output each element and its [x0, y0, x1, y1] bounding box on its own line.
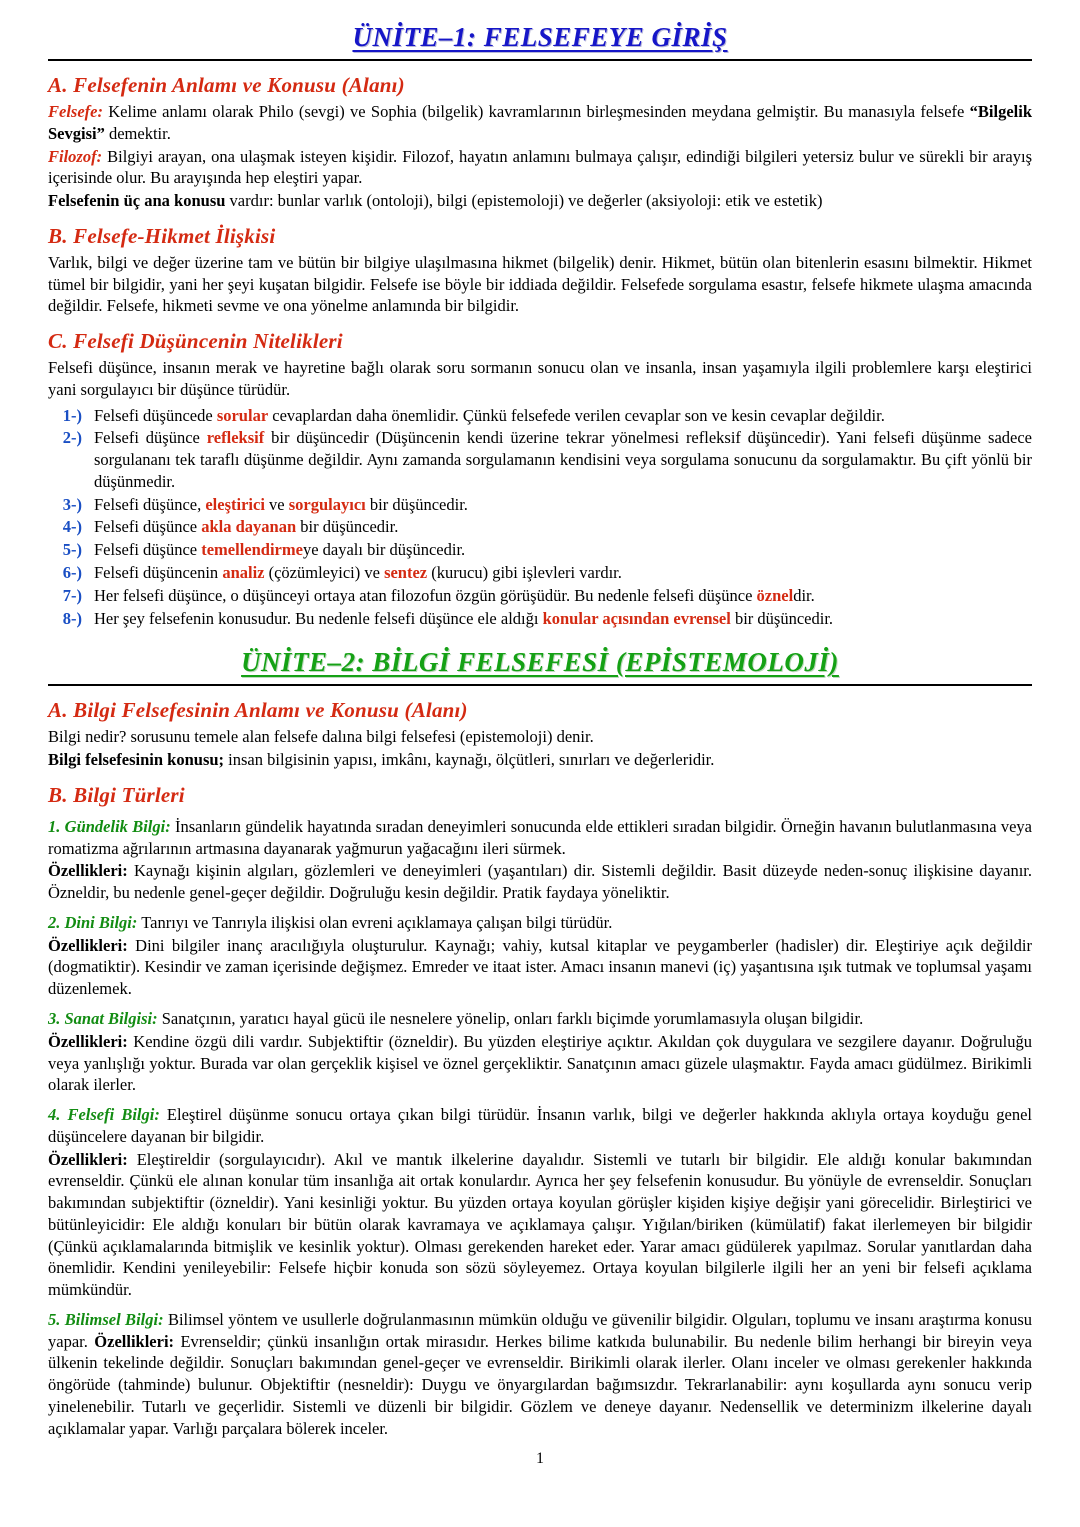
bilgi-turu-block — [48, 1309, 1032, 1440]
list-item — [48, 516, 1032, 538]
bilgi-turu-definition — [48, 1008, 1032, 1030]
list-item-number: 6-) — [62, 563, 82, 583]
list-item-text — [94, 608, 1032, 630]
unit-1-title: ÜNİTE–1: FELSEFEYE GİRİŞ — [352, 22, 728, 52]
highlight-term: sentez — [384, 563, 428, 583]
bilgi-turu-label: 4. Felsefi Bilgi: — [48, 1105, 160, 1125]
list-item-number: 7-) — [62, 585, 82, 605]
text-run: ve — [264, 494, 289, 514]
list-item — [48, 405, 1032, 427]
list-item-number: 8-) — [62, 608, 82, 628]
bilgi-felsefesi-konusu-text: insan bilgisinin yapısı, imkânı, kaynağı, ölçütleri, sınırları ve değerleridir. — [224, 750, 715, 770]
text-run: bir düşüncedir. — [730, 608, 834, 628]
paragraph-bilgi-felsefesi-konusu — [48, 749, 1032, 771]
list-item — [48, 585, 1032, 607]
highlight-term: sorgulayıcı — [288, 494, 366, 514]
unit-2-banner — [48, 647, 1032, 678]
bilgi-turu-text: Sanatçının, yaratıcı hayal gücü ile nesnelere yönelip, onları farklı biçimde yorumlamasıyla oluşan bilgidir. — [157, 1008, 864, 1028]
text-run: bir düşüncedir. — [365, 494, 468, 514]
page-number: 1 — [536, 1449, 544, 1467]
ozellikleri-label: Özellikleri: — [48, 1031, 128, 1051]
text-run: bir düşüncedir (Düşüncenin kendi üzerine tekrar yönelmesi refleksif düşüncedir). Yani felsefi düşünme sadece sorgulananı tek taraflı düşünme değildir. Aynı zamanda sorgulamanın kendisini veya sorgulama sonucunu da sorgulamaktır. Bu çift yönlü bir düşünmedir. — [94, 428, 1032, 491]
heading-unit2-section-a: A. Bilgi Felsefesinin Anlamı ve Konusu (Alanı) — [48, 698, 468, 723]
bilgi-turu-ozellikleri — [48, 860, 1032, 904]
unit-1-banner — [48, 22, 1032, 53]
list-item-text — [94, 427, 1032, 492]
felsefe-text-1: Kelime anlamı olarak Philo (sevgi) ve Sophia (bilgelik) kavramlarının birleşmesinden meydana gelmiştir. Bu manasıyla felsefe — [102, 102, 970, 121]
text-run: ye dayalı bir düşüncedir. — [302, 540, 466, 560]
unit-2-divider — [48, 684, 1032, 686]
highlight-term: eleştirici — [205, 494, 265, 514]
bilgi-turu-ozellikleri — [48, 935, 1032, 1000]
highlight-term: analiz — [222, 563, 265, 583]
highlight-term: temellendirme — [201, 540, 303, 560]
ozellikleri-text: Kendine özgü dili vardır. Subjektiftir (özneldir). Bu yüzden eleştiriye açıktır. Akıldan çok duygulara ve sezgilere dayanır. Doğruluğu veya yanlışlığı yoktur. Burada var olan gerçeklik kişisel ve öznel gerçekliktir. Sanatçının amacı güzele ulaşmaktır. Fayda amacı güdülmez. Birikimli olarak ilerler. — [48, 1031, 1032, 1095]
list-item-text — [94, 562, 1032, 584]
highlight-term: öznel — [756, 585, 794, 605]
filozof-text: Bilgiyi arayan, ona ulaşmak isteyen kişidir. Filozof, hayatın anlamını bulmaya çalışır, edindiği bilgileri yetersiz bulur ve sürekli bir arayış içerisinde olur. Bu arayışında hep eleştiri yapar. — [48, 146, 1032, 188]
text-run: dir. — [793, 585, 815, 605]
list-bilgi-turleri — [48, 816, 1032, 1440]
bilgi-turu-text: Tanrıyı ve Tanrıyla ilişkisi olan evreni açıklamaya çalışan bilgi türüdür. — [137, 912, 613, 932]
text-run: Felsefi düşünce, — [94, 494, 206, 514]
unit-1-divider — [48, 59, 1032, 61]
highlight-term: sorular — [216, 405, 269, 425]
list-item — [48, 562, 1032, 584]
ozellikleri-label: Özellikleri: — [48, 861, 128, 881]
paragraph-felsefe-definition — [48, 101, 1032, 145]
list-item-text — [94, 494, 1032, 516]
felsefe-bold-phrase: “Bilgelik Sevgisi” — [48, 102, 1032, 143]
list-item — [48, 494, 1032, 516]
bilgi-turu-text: Eleştirel düşünme sonucu ortaya çıkan bilgi türüdür. İnsanın varlık, bilgi ve değerler hakkında aklıyla ortaya koyduğu genel düşüncelere dayanan bir bilgidir. — [48, 1105, 1032, 1146]
bilgi-turu-ozellikleri — [48, 1149, 1032, 1301]
term-filozof: Filozof: — [48, 146, 103, 166]
bilgi-turu-block — [48, 1008, 1032, 1096]
text-run: Her şey felsefenin konusudur. Bu nedenle felsefi düşünce ele aldığı — [94, 608, 543, 628]
text-run: Her felsefi düşünce, o düşünceyi ortaya atan filozofun özgün görüşüdür. Bu nedenle felsefi düşünce — [94, 585, 757, 605]
list-item-text — [94, 516, 1032, 538]
bilgi-turu-block — [48, 816, 1032, 904]
heading-unit1-section-a: A. Felsefenin Anlamı ve Konusu (Alanı) — [48, 73, 405, 97]
list-item — [48, 539, 1032, 561]
bilgi-turu-block — [48, 1104, 1032, 1301]
text-run: cevaplardan daha önemlidir. Çünkü felsefede verilen cevaplar son ve kesin cevaplar değildir. — [268, 405, 885, 425]
list-item-number: 4-) — [62, 517, 82, 537]
bilgi-turu-text: Bilimsel yöntem ve usullerle doğrulanmasının mümkün olduğu ve güvenilir bilgidir. Olguları, toplumu ve insanı araştırma konusu yapar. — [48, 1309, 1032, 1351]
list-item-number: 5-) — [62, 540, 82, 560]
heading-unit1-section-c: C. Felsefi Düşüncenin Nitelikleri — [48, 329, 343, 354]
bilgi-turu-text: İnsanların gündelik hayatında sıradan deneyimleri sonucunda elde ettikleri sıradan bilgidir. Örneğin havanın bulutlanmasına veya romatizma ağrılarının artmasına dayanarak yağmurun yağacağını ileri sürmek. — [48, 816, 1032, 858]
label-uc-ana-konusu: Felsefenin üç ana konusu — [48, 191, 226, 211]
list-item-number: 2-) — [62, 428, 82, 448]
text-run: Felsefi düşüncenin — [94, 563, 223, 583]
bilgi-turu-definition — [48, 1309, 1032, 1440]
list-felsefi-dusunce-nitelikleri — [48, 405, 1032, 630]
ozellikleri-label: Özellikleri: — [48, 1149, 128, 1169]
paragraph-felsefi-dusunce-intro: Felsefi düşünce, insanın merak ve hayretine bağlı olarak soru sormanın sonucu olan ve insanla, insan yaşamıyla ilgili problemlere karşı eleştirici yani sorgulayıcı bir düşünce türüdür. — [48, 358, 1032, 399]
ozellikleri-label: Özellikleri: — [94, 1331, 175, 1351]
bilgi-turu-label: 1. Gündelik Bilgi: — [48, 816, 171, 836]
ozellikleri-text: Dini bilgiler inanç aracılığıyla oluşturulur. Kaynağı; vahiy, kutsal kitaplar ve peygamberler (hadisler) dir. Eleştiriye açık değildir (dogmatiktir). Kesindir ve zaman içerisinde değişmez. Emreder ve itaat ister. Amacı insanın manevi (iç) yaşantısına ışık tutmak ve toplumsal yaşamı düzenlemek. — [48, 935, 1032, 999]
bilgi-turu-label: 3. Sanat Bilgisi: — [48, 1008, 158, 1028]
paragraph-bilgi-felsefesi-def: Bilgi nedir? sorusunu temele alan felsefe dalına bilgi felsefesi (epistemoloji) denir. — [48, 727, 594, 747]
heading-unit1-section-b: B. Felsefe-Hikmet İlişkisi — [48, 223, 276, 248]
ozellikleri-label: Özellikleri: — [48, 935, 128, 955]
uc-ana-konusu-text: vardır: bunlar varlık (ontoloji), bilgi (epistemoloji) ve değerler (aksiyoloji: etik ve estetik) — [225, 191, 823, 211]
paragraph-filozof-definition — [48, 146, 1032, 190]
paragraph-three-main-topics — [48, 190, 1032, 212]
bilgi-turu-block — [48, 912, 1032, 1000]
highlight-term: akla dayanan — [201, 517, 297, 537]
felsefe-text-2: demektir. — [104, 123, 171, 143]
unit-2-title: ÜNİTE–2: BİLGİ FELSEFESİ (EPİSTEMOLOJİ) — [241, 647, 839, 678]
highlight-term: refleksif — [206, 428, 265, 448]
label-bilgi-felsefesi-konusu: Bilgi felsefesinin konusu; — [48, 750, 225, 770]
ozellikleri-text: Evrenseldir; çünkü insanlığın ortak mirasıdır. Herkes bilime katkıda bulunabilir. Bu nedenle bilim herhangi bir bireyin veya ülkenin tekelinde değildir. Sonuçları bakımından genel-geçer ve evrenseldir. Birikimli olarak ilerler. Olanı inceler ve olması gerekenler hakkında öngörüde (tahminde) bulunur. Objektiftir (nesneldir): Duygu ve önyargılardan bağımsızdır. Tekrarlanabilir: aynı koşullarda aynı sonucu verip yinelenebilir. Tutarlı ve geçerlidir. Sistemli ve düzenli bir bilgidir. Gözlem ve deneye dayanır. Nedensellik ve determinizm ilkelerine dayalı açıklamalar yapar. Varlığı parçalara bölerek inceler. — [48, 1331, 1032, 1438]
paragraph-felsefe-hikmet: Varlık, bilgi ve değer üzerine tam ve bütün bir bilgiye ulaşılmasına hikmet (bilgelik) denir. Hikmet, bütün olan bitenlerin esasını bilmektir. Hikmet tümel bir bilgidir, yani her şeyi kuşatan bilgidir. Felsefe ise böyle bir iddiada değildir. Felsefede sorgulama esastır, felsefe hikmete ulaşma amacında değildir. Felsefe, hikmeti sevme ve ona yönelme anlamında bir bilgidir. — [48, 252, 1032, 316]
list-item-text — [94, 585, 1032, 607]
list-item-number: 1-) — [62, 405, 82, 425]
bilgi-turu-definition — [48, 1104, 1032, 1148]
ozellikleri-text: Kaynağı kişinin algıları, gözlemleri ve deneyimleri (yaşantıları) dir. Sistemli değildir. Basit düzeyde neden-sonuç ilişkisine dayanır. Özneldir, bu nedenle genel-geçer değildir. Doğruluğu kesin değildir. Pratik faydaya yöneliktir. — [48, 861, 1032, 903]
list-item — [48, 427, 1032, 492]
bilgi-turu-definition — [48, 912, 1032, 934]
heading-unit2-section-b: B. Bilgi Türleri — [48, 782, 185, 807]
text-run: Felsefi düşünce — [94, 517, 202, 537]
text-run: Felsefi düşünce — [94, 428, 207, 448]
bilgi-turu-ozellikleri — [48, 1031, 1032, 1096]
list-item-text — [94, 539, 1032, 561]
list-item — [48, 608, 1032, 630]
ozellikleri-text: Eleştireldir (sorgulayıcıdır). Akıl ve mantık ilkelerine dayalıdır. Sistemli ve tutarlı bir bilgidir. Ele aldığı konular bakımından evrenseldir. Çünkü ele alınan konular tüm insanlığa ait ortak konulardır. Ayrıca her şey felsefenin konusudur. Bu yönüyle de evrenseldir. Sonuçları bakımından subjektiftir (özneldir). Yani kesinliği yoktur. Bu yüzden ortaya koyulan görüşler kişiden kişiye değişir yani görecelidir. Birleştirici ve bütünleyicidir: Ele aldığı konuları bir bütün olarak kavramaya ve açıklamaya çalışır. Yığılan/biriken (kümülatif) fakat ilerlemeyen bir bilgidir (Çünkü açıklamalarında bitmişlik ve kesinlik yoktur). Olması gerekenden hareket eder. Yarar amacı güdülerek yapılmaz. Sorular yanıtlardan daha önemlidir. Kendini yenileyebilir: Felsefe hiçbir konuda son sözü söyleyemez. Ortaya koyulan bilgilerle ilgili her an yeni bir felsefi açıklama mümkündür. — [48, 1149, 1032, 1300]
bilgi-turu-label: 5. Bilimsel Bilgi: — [48, 1309, 164, 1329]
list-item-number: 3-) — [62, 494, 82, 514]
text-run: Felsefi düşüncede — [94, 405, 217, 425]
text-run: bir düşüncedir. — [296, 517, 399, 537]
text-run: Felsefi düşünce — [94, 540, 202, 560]
highlight-term: konular açısından evrensel — [542, 608, 731, 628]
list-item-text — [94, 405, 1032, 427]
bilgi-turu-label: 2. Dini Bilgi: — [48, 912, 138, 932]
text-run: (çözümleyici) ve — [264, 563, 385, 583]
text-run: (kurucu) gibi işlevleri vardır. — [427, 563, 622, 583]
bilgi-turu-definition — [48, 816, 1032, 860]
term-felsefe: Felsefe: — [48, 102, 103, 121]
